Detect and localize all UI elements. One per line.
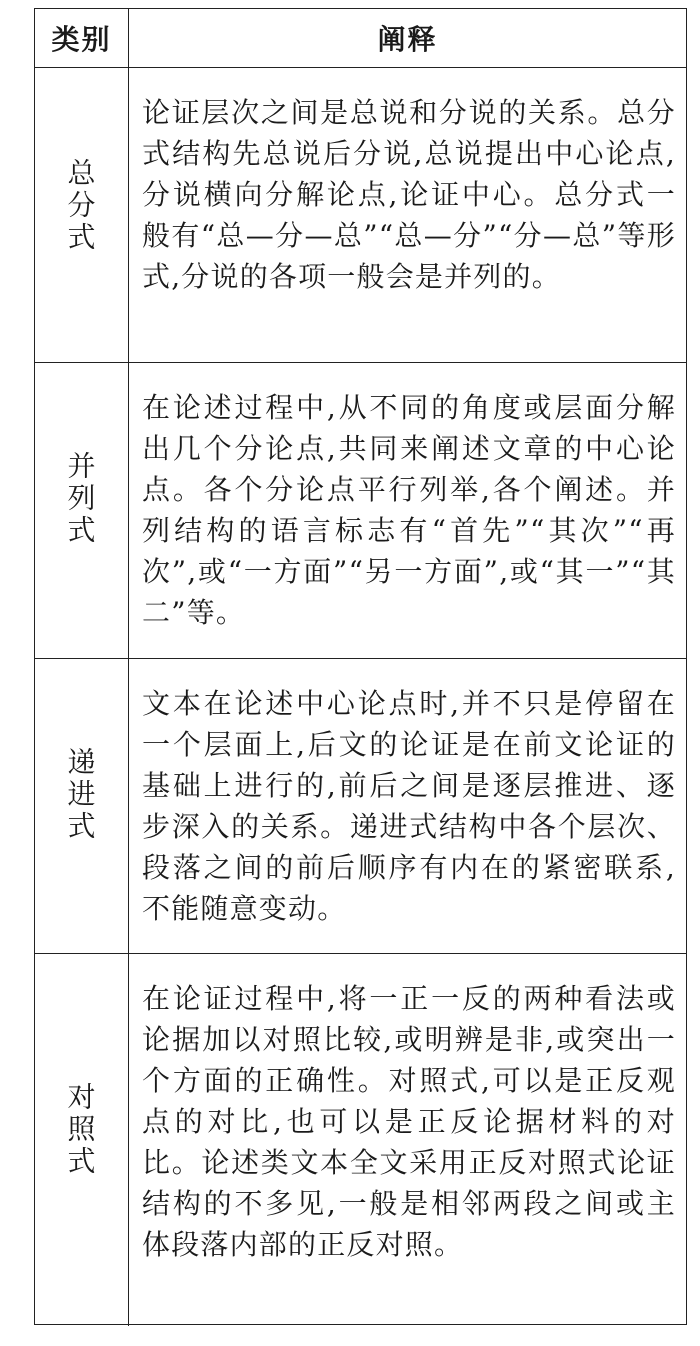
category-cell [35,363,129,658]
explanation-text: 论证层次之间是总说和分说的关系。总分式结构先总说后分说,总说提出中心论点,分说横向分解论点,论证中心。总分式一般有“总—分—总”“总—分”“分—总”等形式,分说的各项一般会是并列的。 [142,96,676,293]
category-cell [35,68,129,362]
explanation-table [34,8,687,1325]
explanation-text: 在论证过程中,将一正一反的两种看法或论据加以对照比较,或明辨是非,或突出一个方面的正确性。对照式,可以是正反观点的对比,也可以是正反论据材料的对比。论述类文本全文采用正反对照式论证结构的不多见,一般是相邻两段之间或主体段落内部的正反对照。 [142,982,676,1261]
category-cell [35,659,129,953]
header-category: 类别 [35,9,129,67]
category-label: 并列式 [63,451,97,547]
table-row [35,659,686,954]
explanation-cell [129,68,686,362]
header-explanation: 阐释 [377,23,438,56]
category-label: 总分式 [63,158,97,254]
explanation-cell [129,363,686,658]
explanation-text: 在论述过程中,从不同的角度或层面分解出几个分论点,共同来阐述文章的中心论点。各个分论点平行列举,各个阐述。并列结构的语言标志有“首先”“其次”“再次”,或“一方面”“另一方面”,或“其一”“其二”等。 [142,391,676,629]
explanation-cell [129,659,686,953]
explanation-text: 文本在论述中心论点时,并不只是停留在一个层面上,后文的论证是在前文论证的基础上进行的,前后之间是逐层推进、逐步深入的关系。递进式结构中各个层次、段落之间的前后顺序有内在的紧密联系,不能随意变动。 [142,687,676,925]
table-header-row [35,9,686,68]
table-row [35,954,686,1326]
category-label: 递进式 [63,747,97,843]
table-row [35,68,686,363]
table-row [35,363,686,659]
category-label: 对照式 [63,1082,97,1178]
explanation-cell [129,954,686,1326]
category-cell [35,954,129,1326]
